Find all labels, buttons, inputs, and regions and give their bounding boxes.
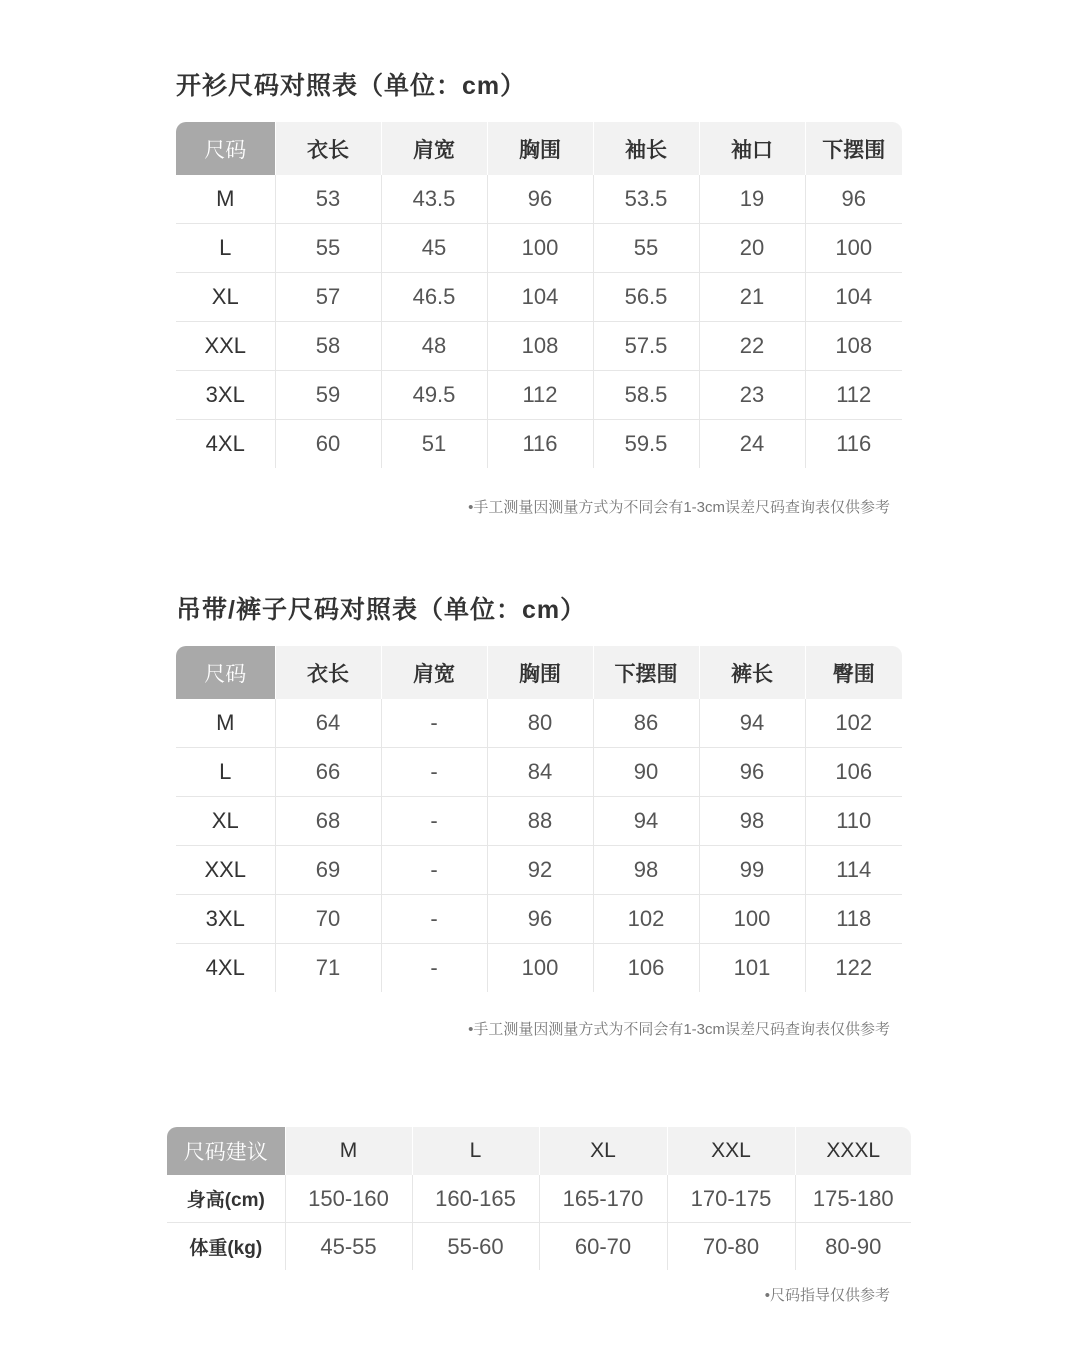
table-row [176,797,902,846]
table-cell: 116 [836,431,872,456]
row-header-cell: 3XL [176,895,275,944]
table-cell: 96 [805,175,902,224]
table-cell: 51 [381,420,487,469]
table-cell: 57 [275,273,381,322]
table-cell: 53 [275,175,381,224]
table-cell: 175-180 [795,1175,911,1223]
table-cell: 88 [487,797,593,846]
table-cell: 112 [487,371,593,420]
table-cell: 70-80 [667,1223,795,1271]
table-cell: 116 [487,420,593,469]
table-cell: 45-55 [285,1223,412,1271]
table-cell: 22 [699,322,805,371]
table-cell: 68 [275,797,381,846]
table-cell: 60-70 [539,1223,667,1271]
table-row [176,895,902,944]
column-header: XXL [667,1127,795,1175]
table-cell: 64 [275,699,381,748]
table-row [176,371,902,420]
table-cell: 100 [487,224,593,273]
table-cell: 24 [699,420,805,469]
cardigan-size-table [176,122,902,468]
table-cell: 71 [275,944,381,993]
table-cell: - [381,846,487,895]
row-header-cell: M [176,175,275,224]
row-header-cell: XXL [176,846,275,895]
table-cell: 160-165 [412,1175,539,1223]
table-cell: 150-160 [285,1175,412,1223]
table-cell: 55 [275,224,381,273]
row-header-cell: XL [176,797,275,846]
row-header-cell: M [176,699,275,748]
table-cell: 53.5 [593,175,699,224]
table-cell: 58 [275,322,381,371]
table-cell: 122 [835,955,873,980]
table-cell: 49.5 [381,371,487,420]
table-header-row [176,122,902,175]
table-cell: 104 [487,273,593,322]
table-cell: 96 [699,748,805,797]
table-cell: - [381,944,487,993]
table-cell: 48 [381,322,487,371]
table-cell: 96 [487,175,593,224]
row-header-cell: XXL [176,322,275,371]
table-cell: 106 [805,748,902,797]
table-row [176,224,902,273]
table-cell: 98 [699,797,805,846]
table-cell: 55-60 [412,1223,539,1271]
table-cell: - [381,797,487,846]
table-corner-header: 尺码 [176,646,275,699]
table-cell: 43.5 [381,175,487,224]
table-cell: 170-175 [667,1175,795,1223]
table-cell: 102 [805,699,902,748]
column-header: 衣长 [275,646,381,699]
table-cell: 58.5 [593,371,699,420]
camisole-pants-size-table [176,646,902,992]
column-header: XL [539,1127,667,1175]
table-cell: 59.5 [593,420,699,469]
table-cell: 19 [699,175,805,224]
table-cell: 108 [805,322,902,371]
table-cell: 66 [275,748,381,797]
table-cell: 70 [275,895,381,944]
table-row [176,944,902,993]
table-row [176,420,902,469]
table-cell: 98 [593,846,699,895]
table-row [167,1223,911,1271]
table-cell: - [381,699,487,748]
table-cell: 80 [487,699,593,748]
table-header-row [167,1127,911,1175]
table-cell: 57.5 [593,322,699,371]
table-cell: 59 [275,371,381,420]
row-header-cell: 体重(kg) [167,1223,285,1271]
column-header: 胸围 [487,646,593,699]
size-recommendation-table [167,1127,911,1270]
cardigan-size-chart-title: 开衫尺码对照表（单位：cm） [176,72,527,100]
table-cell: - [381,895,487,944]
table-row [176,748,902,797]
table-cell: 110 [805,797,902,846]
column-header: 裤长 [699,646,805,699]
column-header: 衣长 [275,122,381,175]
table-row [176,273,902,322]
row-header-cell: L [176,748,275,797]
camisole-pants-size-chart-title: 吊带/裤子尺码对照表（单位：cm） [176,596,587,624]
row-header-cell: 身高(cm) [167,1175,285,1223]
column-header: 下摆围 [593,646,699,699]
column-header: 臀围 [805,646,902,699]
table-cell: 80-90 [825,1233,882,1259]
table-cell: 20 [699,224,805,273]
table-cell: 94 [699,699,805,748]
column-header: 袖口 [699,122,805,175]
table-cell: 90 [593,748,699,797]
table-cell: 99 [699,846,805,895]
table-row [167,1175,911,1223]
measurement-note: •手工测量因测量方式为不同会有1-3cm误差尺码查询表仅供参考 [468,1021,890,1038]
row-header-cell: XL [176,273,275,322]
table-cell: 100 [487,944,593,993]
table-corner-header: 尺码建议 [167,1127,285,1175]
table-cell: 45 [381,224,487,273]
table-cell: 100 [805,224,902,273]
table-cell: 108 [487,322,593,371]
table-cell: 60 [275,420,381,469]
measurement-note: •手工测量因测量方式为不同会有1-3cm误差尺码查询表仅供参考 [468,499,890,516]
table-cell: 69 [275,846,381,895]
table-cell: 100 [699,895,805,944]
table-header-row [176,646,902,699]
table-cell: 96 [487,895,593,944]
table-cell: 104 [805,273,902,322]
table-row [176,699,902,748]
column-header: XXXL [795,1127,911,1175]
table-cell: - [381,748,487,797]
table-cell: 23 [699,371,805,420]
table-cell: 94 [593,797,699,846]
row-header-cell: 3XL [176,371,275,420]
table-cell: 46.5 [381,273,487,322]
table-row [176,175,902,224]
table-cell: 86 [593,699,699,748]
row-header-cell: L [176,224,275,273]
table-cell: 165-170 [539,1175,667,1223]
column-header: 肩宽 [381,646,487,699]
column-header: 肩宽 [381,122,487,175]
column-header: L [412,1127,539,1175]
column-header: 袖长 [593,122,699,175]
table-corner-header: 尺码 [176,122,275,175]
column-header: M [285,1127,412,1175]
row-header-cell: 4XL [176,944,275,993]
table-cell: 114 [805,846,902,895]
table-cell: 92 [487,846,593,895]
table-row [176,322,902,371]
table-cell: 56.5 [593,273,699,322]
table-cell: 55 [593,224,699,273]
table-cell: 106 [593,944,699,993]
table-row [176,846,902,895]
column-header: 下摆围 [805,122,902,175]
table-cell: 84 [487,748,593,797]
table-cell: 101 [699,944,805,993]
column-header: 胸围 [487,122,593,175]
table-cell: 112 [805,371,902,420]
table-cell: 118 [805,895,902,944]
table-cell: 102 [593,895,699,944]
size-guide-note: •尺码指导仅供参考 [764,1287,890,1304]
table-cell: 21 [699,273,805,322]
row-header-cell: 4XL [176,420,275,469]
